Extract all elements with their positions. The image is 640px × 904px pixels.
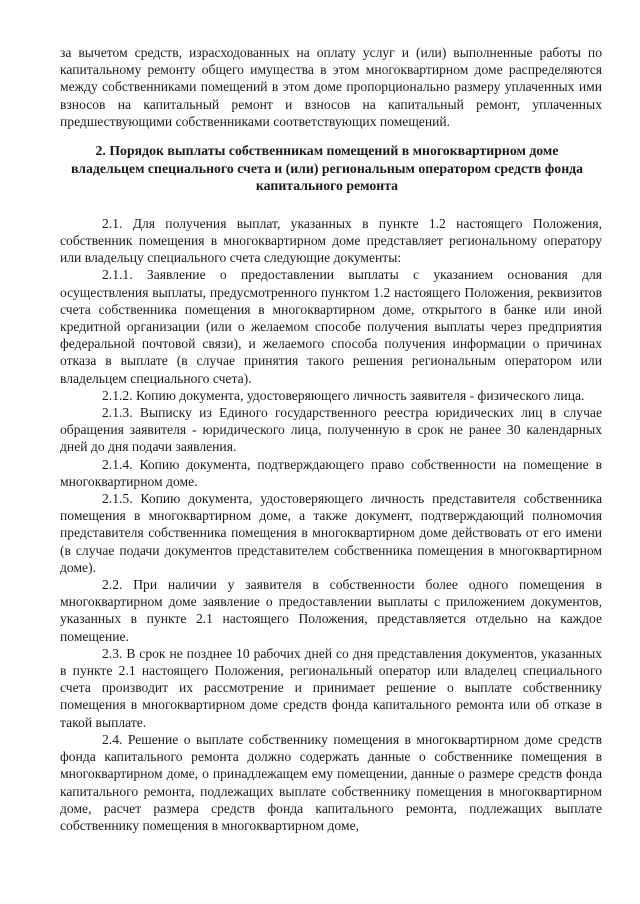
section-heading-line-3: капитального ремонта xyxy=(255,178,399,194)
paragraph-2-1-1: 2.1.1. Заявление о предоставлении выплаты с указанием основания для осуществления выплаты, предусмотренного пунктом 1.2 настоящего Положения, реквизитов счета собственника помещения в многоквартирном доме, открытого в банке или иной кредитной организации (или о желаемом способе получения выплаты через предприятия федеральной почтовой связи), и желаемого способа получения информации о причинах отказа в выплате (в случае принятия такого решения региональным оператором или владельцем специального счета). xyxy=(60,267,602,386)
paragraph-2-1: 2.1. Для получения выплат, указанных в пункте 1.2 настоящего Положения, собственник помещения в многоквартирном доме представляет региональному оператору или владельцу специального счета следующие документы: xyxy=(60,215,602,266)
paragraph-2-1-5: 2.1.5. Копию документа, удостоверяющего личность представителя собственника помещения в многоквартирном доме, а также документ, подтверждающий полномочия представителя собственника помещения в многоквартирном доме действовать от его имени (в случае подачи документов представителем собственника помещения в многоквартирном доме). xyxy=(60,491,602,575)
paragraph-2-3: 2.3. В срок не позднее 10 рабочих дней со дня представления документов, указанных в пункте 2.1 настоящего Положения, региональный оператор или владелец специального счета производит их рассмотрение и принимает решение о выплате собственнику помещения в многоквартирном доме средств фонда капитального ремонта или об отказе в такой выплате. xyxy=(60,645,602,730)
section-heading-line-2: владельцем специального счета и (или) региональным оператором средств фонда xyxy=(70,160,584,176)
paragraph-2-1-4: 2.1.4. Копию документа, подтверждающего право собственности на помещение в многоквартирном доме. xyxy=(60,456,602,489)
section-heading xyxy=(60,142,602,195)
intro-paragraph: за вычетом средств, израсходованных на оплату услуг и (или) выполненные работы по капитальному ремонту общего имущества в этом многоквартирном доме распределяются между собственниками помещений в этом доме пропорционально размеру уплаченных ими взносов на капитальный ремонт и взносов на капитальный ремонт, уплаченных предшествующими собственниками соответствующих помещений. xyxy=(60,45,602,129)
paragraph-2-1-2: 2.1.2. Копию документа, удостоверяющего личность заявителя - физического лица. xyxy=(102,387,585,403)
paragraph-2-2: 2.2. При наличии у заявителя в собственности более одного помещения в многоквартирном доме заявление о предоставлении выплаты с приложением документов, указанных в пункте 2.1 настоящего Положения, представляется отдельно на каждое помещение. xyxy=(60,577,602,644)
paragraph-2-4: 2.4. Решение о выплате собственнику помещения в многоквартирном доме средств фонда капитального ремонта должно содержать данные о собственнике помещения в многоквартирном доме, о принадлежащем ему помещении, данные о размере средств фонда капитального ремонта, подлежащих выплате собственнику помещения в многоквартирном доме, расчет размера средств фонда капитального ремонта, подлежащих выплате собственнику помещения в многоквартирном доме, xyxy=(60,731,602,833)
section-heading-line-1: 2. Порядок выплаты собственникам помещений в многоквартирном доме xyxy=(95,143,559,159)
paragraph-2-1-3: 2.1.3. Выписку из Единого государственного реестра юридических лиц в случае обращения заявителя - юридического лица, полученную в срок не ранее 30 календарных дней до дня подачи заявления. xyxy=(60,405,602,455)
